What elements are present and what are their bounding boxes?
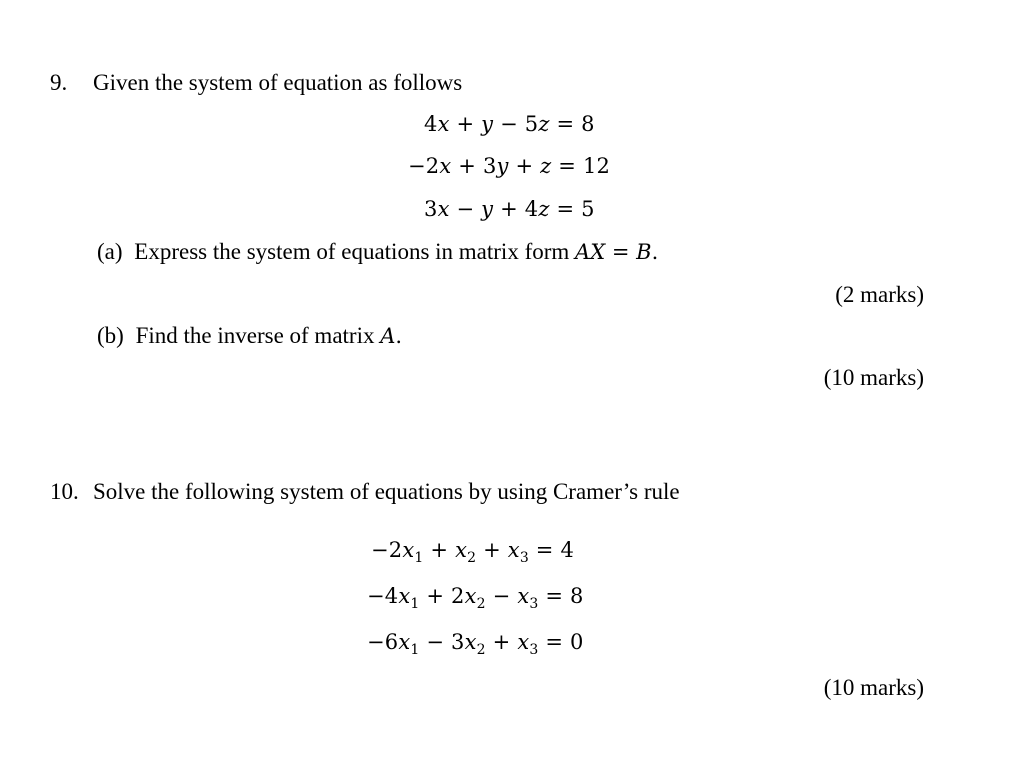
question-9-number: 9. xyxy=(50,70,68,95)
q9-part-b: (b) Find the inverse of matrix A. xyxy=(97,323,403,348)
question-10-intro: Solve the following system of equations by using Cramer’s rule xyxy=(93,479,680,504)
q9-part-b-label: (b) xyxy=(97,323,124,348)
q9-part-b-text: Find the inverse of matrix xyxy=(135,323,381,348)
q9-part-b-marks: (10 marks) xyxy=(823,365,924,390)
q9-part-a-text: Express the system of equations in matrix form xyxy=(134,239,576,264)
q9-equation-2: −2x + 3y + z = 12 xyxy=(408,154,611,178)
q9-part-a-label: (a) xyxy=(97,239,123,264)
q9-part-a: (a) Express the system of equations in matrix form AX = B. xyxy=(97,239,659,264)
q9-part-a-marks: (2 marks) xyxy=(835,282,924,307)
q10-equation-1: $-2x_1 + x_2 + x_3 = 4$ xyxy=(371,538,575,566)
q10-equation-2: $-4x_1 + 2x_2 - x_3 = 8$ xyxy=(367,584,584,612)
question-10-number: 10. xyxy=(50,479,79,504)
q9-equation-1: 4x + y − 5z = 8 xyxy=(424,112,595,136)
question-9-intro: Given the system of equation as follows xyxy=(93,70,463,95)
q10-marks: (10 marks) xyxy=(823,675,924,700)
q10-equation-3: $-6x_1 - 3x_2 + x_3 = 0$ xyxy=(367,630,584,658)
q9-equation-3: 3x − y + 4z = 5 xyxy=(424,197,595,221)
